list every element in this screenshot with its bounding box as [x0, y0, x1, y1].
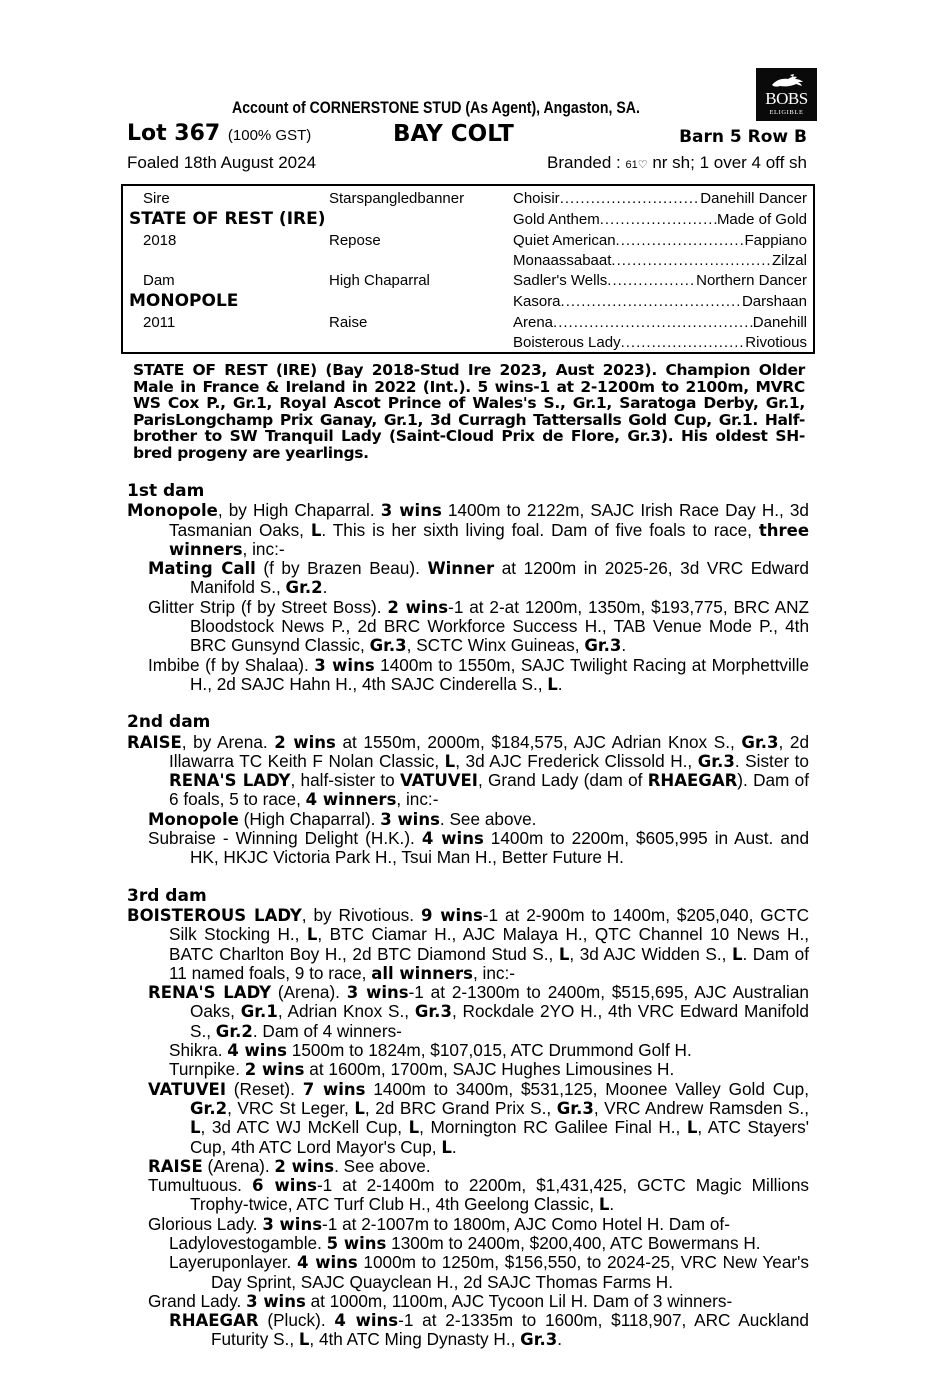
bold-text: 4 wins [227, 1041, 287, 1061]
text: . See above. [334, 1155, 431, 1176]
text: , VRC Andrew Ramsden S., [593, 1097, 809, 1118]
grandparent-row [513, 232, 807, 250]
bold-text: Gr.3 [414, 1002, 452, 1022]
progeny-entry [127, 906, 809, 983]
bold-text: RAISE [148, 1156, 203, 1176]
bold-text: L [190, 1118, 201, 1138]
grandparent-row [513, 314, 807, 332]
sire-dam: Repose [329, 232, 381, 249]
sire-name: STATE OF REST (IRE) [129, 209, 326, 229]
text: 1500m to 1824m, $107,015, ATC Drummond Golf H. [286, 1040, 692, 1061]
grandparent-row [513, 252, 807, 270]
lot-label: Lot 367 [127, 121, 221, 146]
text: -1 at 2-at 1200m, 1350m, $193,775, BRC ANZ Bloodstock News P., 2d BRC Workforce Success H., TAB Venue Mode P., 4th BRC Gunsynd Classic, [190, 596, 809, 656]
grandparent-row [513, 293, 807, 311]
bold-text: 3 wins [314, 655, 375, 675]
progeny-entry [127, 983, 809, 1041]
text: Ladylovestogamble. [169, 1232, 327, 1253]
text: . Dam of 11 named foals, 9 to race, [169, 943, 809, 983]
bold-text: 2 wins [244, 1060, 305, 1080]
grandsire: Sadler's Wells [513, 272, 608, 289]
bold-text: RENA'S LADY [148, 983, 272, 1003]
bold-text: Gr.1 [240, 1002, 278, 1022]
bold-text: 3 wins [262, 1214, 323, 1234]
bold-text: Gr.3 [741, 732, 779, 752]
great-grandsire: Danehill [752, 314, 807, 331]
bold-text: Monopole [148, 809, 239, 829]
text: , 3d AJC Frederick Clissold H., [455, 750, 698, 771]
text: , Adrian Knox S., [277, 1001, 415, 1022]
dam-label: Dam [143, 272, 175, 289]
bold-text: L [306, 925, 318, 945]
bold-text: all winners [371, 963, 473, 983]
text: (Arena). [202, 1155, 275, 1176]
text: , 2d BRC Grand Prix S., [364, 1097, 557, 1118]
text: Glorious Lady. [148, 1213, 263, 1234]
great-grandsire: Zilzal [771, 252, 807, 269]
bold-text: Winner [427, 559, 495, 579]
progeny-entry [127, 598, 809, 656]
progeny-entry [127, 1311, 809, 1350]
dam-dam: Raise [329, 314, 368, 331]
great-grandsire: Rivotious [745, 334, 807, 351]
text: Tumultuous. [148, 1175, 252, 1196]
text: at 1000m, 1100m, AJC Tycoon Lil H. Dam of 3 winners- [305, 1290, 733, 1311]
text: Glitter Strip (f by Street Boss). [148, 596, 388, 617]
text: . See above. [439, 808, 537, 829]
bold-text: 3 wins [246, 1291, 306, 1311]
text: , SCTC Winx Guineas, [406, 635, 585, 656]
text: -1 at 2-1300m to 2400m, $515,695, AJC Australian Oaks, [190, 982, 809, 1022]
bold-text: L [686, 1118, 698, 1138]
text: , Rockdale 2YO H., 4th VRC Edward Manifold S., [190, 1001, 809, 1041]
bold-text: L [310, 520, 322, 540]
text: -1 at 2-1400m to 2200m, $1,431,425, GCTC Magic Millions Trophy-twice, ATC Turf Club H., 4th Geelong Classic, [190, 1175, 809, 1215]
progeny-entry [127, 656, 809, 695]
text: , BTC Ciamar H., AJC Malaya H., QTC Channel 10 News H., BATC Charlton Boy H., 2d BTC Diamond Stud S., [169, 924, 809, 964]
progeny-entry [127, 1215, 809, 1234]
bold-text: 3 wins [346, 983, 409, 1003]
sire-description: STATE OF REST (IRE) (Bay 2018-Stud Ire 2023, Aust 2023). Champion Older Male in France & Ireland in 2022 (Int.). 5 wins-1 at 2-1200m to 2100m, MVRC WS Cox P., Gr.1, Royal Ascot Prince of Wales's S., Gr.1, Saratoga Derby, Gr.1, ParisLongchamp Prix Ganay, Gr.1, 3d Curragh Tattersalls Gold Cup, Gr.1. Half-brother to SW Tranquil Lady (Saint-Cloud Prix de Flore, Gr.3). His oldest SH-bred progeny are yearlings. [133, 361, 805, 462]
bold-text: 2 wins [274, 1156, 335, 1176]
foaled-date: Foaled 18th August 2024 [127, 153, 317, 172]
bold-text: 3 wins [380, 809, 440, 829]
progeny-entry [127, 1253, 809, 1292]
grandsire: Quiet American [513, 232, 616, 249]
bold-text: L [444, 751, 456, 771]
text: . [557, 1329, 563, 1350]
grandsire: Gold Anthem [513, 211, 600, 228]
horse-head-icon [770, 74, 804, 90]
text: , 3d AJC Widden S., [569, 943, 732, 964]
bold-text: Gr.3 [697, 751, 735, 771]
dam-heading: 3rd dam [127, 885, 207, 906]
branded-detail: nr sh; 1 over 4 off sh [647, 153, 807, 172]
bold-text: Gr.3 [556, 1098, 594, 1118]
sire-label: Sire [143, 190, 170, 207]
progeny-entry [127, 1080, 809, 1157]
lot-number [127, 121, 311, 146]
bold-text: Gr.3 [520, 1330, 558, 1350]
text: -1 at 2-1007m to 1800m, AJC Como Hotel H. Dam of- [322, 1213, 730, 1234]
progeny-entry [127, 829, 809, 868]
text: 1000m to 1250m, $156,550, to 2024-25, VRC New Year's Day Sprint, SAJC Quayclean H., 2d SAJC Thomas Farms H. [211, 1252, 809, 1292]
text: Shikra. [169, 1040, 228, 1061]
progeny-entry [127, 1041, 809, 1060]
bold-text: Monopole [127, 501, 218, 521]
bold-text: Mating Call [148, 559, 256, 579]
text: (Pluck). [258, 1310, 335, 1331]
text: 1400m to 2200m, $605,995 in Aust. and HK, HKJC Victoria Park H., Tsui Man H., Better Future H. [190, 828, 809, 868]
bold-text: VATUVEI [399, 771, 478, 791]
dam-name: MONOPOLE [129, 291, 239, 311]
progeny-entry [127, 1234, 809, 1253]
text: . [557, 673, 563, 694]
great-grandsire: Danehill Dancer [700, 190, 807, 207]
text: , 4th ATC Ming Dynasty H., [309, 1329, 521, 1350]
great-grandsire: Darshaan [741, 293, 807, 310]
text: . [621, 635, 627, 656]
text: . This is her sixth living foal. Dam of five foals to race, [321, 519, 759, 540]
bold-text: 4 wins [421, 829, 484, 849]
bold-text: L [598, 1195, 610, 1215]
text: , inc:- [396, 789, 439, 810]
text: -1 at 2-900m to 1400m, $205,040, GCTC Silk Stocking H., [169, 904, 809, 945]
bold-text: Gr.2 [215, 1021, 253, 1041]
bold-text: 4 wins [297, 1253, 358, 1273]
grandsire: Choisir [513, 190, 560, 207]
text: . [322, 577, 328, 598]
bold-text: Gr.3 [369, 636, 407, 656]
dam-year: 2011 [143, 314, 176, 331]
dam-heading: 1st dam [127, 481, 205, 501]
bold-text: Gr.3 [584, 636, 622, 656]
bold-text: 2 wins [274, 732, 336, 752]
progeny-entry [127, 733, 809, 810]
bold-text: L [298, 1330, 310, 1350]
bold-text: RAISE [127, 732, 182, 752]
bold-text: 9 wins [420, 905, 483, 925]
bold-text: Gr.2 [190, 1098, 228, 1118]
text: (f by Brazen Beau). [255, 558, 428, 579]
bold-text: VATUVEI [148, 1079, 226, 1099]
horse-description: BAY COLT [393, 121, 514, 147]
section-gap [127, 868, 809, 887]
bold-text: L [731, 944, 743, 964]
text: ). Dam of 6 foals, 5 to race, [169, 770, 809, 810]
text: , ATC Stayers' Cup, 4th ATC Lord Mayor's Cup, [190, 1117, 809, 1157]
bold-text: 4 winners [305, 790, 397, 810]
bold-text: L [547, 674, 558, 694]
grandsire: Arena [513, 314, 554, 331]
dam-notes [127, 482, 809, 1350]
text: Layeruponlayer. [169, 1252, 298, 1273]
text: (Arena). [271, 982, 347, 1003]
text: , half-sister to [290, 770, 400, 791]
text: , by High Chaparral. [217, 500, 381, 521]
text: -1 at 2-1335m to 1600m, $118,907, ARC Auckland Futurity S., [211, 1310, 809, 1350]
grandparent-row [513, 334, 807, 352]
bold-text: RENA'S LADY [169, 771, 291, 791]
bold-text: three winners [169, 520, 810, 559]
text: , VRC St Leger, [227, 1097, 355, 1118]
text: at 1550m, 2000m, $184,575, AJC Adrian Knox S., [335, 731, 742, 752]
text: , 3d ATC WJ McKell Cup, [200, 1117, 409, 1138]
progeny-entry [127, 1176, 809, 1215]
bold-text: 7 wins [302, 1079, 366, 1099]
great-grandsire: Made of Gold [716, 211, 807, 228]
bold-text: 3 wins [380, 501, 442, 521]
bold-text: 5 wins [326, 1233, 387, 1253]
pedigree-table [121, 184, 815, 354]
grandsire: Monaassabaat [513, 252, 612, 269]
text: Imbibe (f by Shalaa). [148, 654, 315, 675]
text: , inc:- [472, 962, 515, 983]
grandparent-row [513, 272, 807, 290]
text: , Grand Lady (dam of [477, 770, 648, 791]
text: , Mornington RC Galilee Final H., [419, 1117, 687, 1138]
great-grandsire: Northern Dancer [696, 272, 807, 289]
progeny-entry [127, 1292, 809, 1311]
branding [547, 153, 807, 173]
text: , 2d Illawarra TC Keith F Nolan Classic, [169, 731, 810, 771]
bold-text: L [354, 1098, 365, 1118]
text: , inc:- [242, 538, 285, 559]
progeny-entry [127, 810, 809, 829]
text: , by Rivotious. [301, 904, 421, 925]
section-gap [127, 694, 809, 713]
text: (Reset). [225, 1078, 303, 1099]
text: (High Chaparral). [238, 808, 381, 829]
branded-label: Branded : [547, 153, 626, 172]
grandparent-row [513, 211, 807, 229]
dam-heading: 2nd dam [127, 712, 211, 733]
bold-text: BOISTEROUS LADY [127, 905, 302, 925]
logo-text: BOBS [765, 89, 808, 108]
bold-text: 2 wins [387, 597, 449, 617]
bold-text: RHAEGAR [169, 1311, 259, 1331]
text: 1400m to 1550m, SAJC Twilight Racing at Morphettville H., 2d SAJC Hahn H., 4th SAJC Cinderella S., [190, 654, 810, 694]
text: . [609, 1194, 615, 1215]
logo-subtext: ELIGIBLE [769, 109, 804, 116]
bold-text: 4 wins [334, 1311, 399, 1331]
barn-location: Barn 5 Row B [679, 127, 807, 147]
grandsire: Kasora [513, 293, 561, 310]
bobs-eligible-logo [756, 68, 817, 121]
sire-sire: Starspangledbanner [329, 190, 465, 207]
progeny-entry [127, 1157, 809, 1176]
vendor-account: Account of CORNERSTONE STUD (As Agent), Angaston, SA. [232, 98, 640, 117]
great-grandsire: Fappiano [744, 232, 807, 249]
bold-text: 6 wins [251, 1176, 317, 1196]
bold-text: L [558, 944, 570, 964]
text: . [451, 1136, 457, 1157]
bold-text: RHAEGAR [647, 771, 738, 791]
text: 1400m to 2122m, SAJC Irish Race Day H., 3d Tasmanian Oaks, [169, 500, 809, 540]
progeny-entry [127, 559, 809, 598]
text: Turnpike. [169, 1059, 245, 1080]
progeny-entry [127, 501, 809, 559]
grandsire: Boisterous Lady [513, 334, 621, 351]
grandparent-row [513, 190, 807, 208]
progeny-entry [127, 1060, 809, 1079]
sire-year: 2018 [143, 232, 177, 249]
brand-mark-icon: 61♡ [625, 159, 648, 171]
gst-note: (100% GST) [227, 127, 312, 144]
dam-sire: High Chaparral [329, 272, 430, 289]
text: , by Arena. [181, 731, 275, 752]
text: at 1600m, 1700m, SAJC Hughes Limousines H. [304, 1059, 675, 1080]
bold-text: L [441, 1137, 452, 1157]
text: 1300m to 2400m, $200,400, ATC Bowermans H. [386, 1232, 761, 1253]
bold-text: Gr.2 [285, 578, 323, 598]
text: 1400m to 3400m, $531,125, Moonee Valley Gold Cup, [365, 1078, 810, 1099]
text: . Dam of 4 winners- [252, 1020, 402, 1041]
text: at 1200m in 2025-26, 3d VRC Edward Manifold S., [190, 558, 809, 598]
bold-text: L [408, 1118, 420, 1138]
text: Subraise - Winning Delight (H.K.). [148, 828, 422, 849]
text: . Sister to [734, 750, 809, 771]
text: Grand Lady. [148, 1290, 247, 1311]
